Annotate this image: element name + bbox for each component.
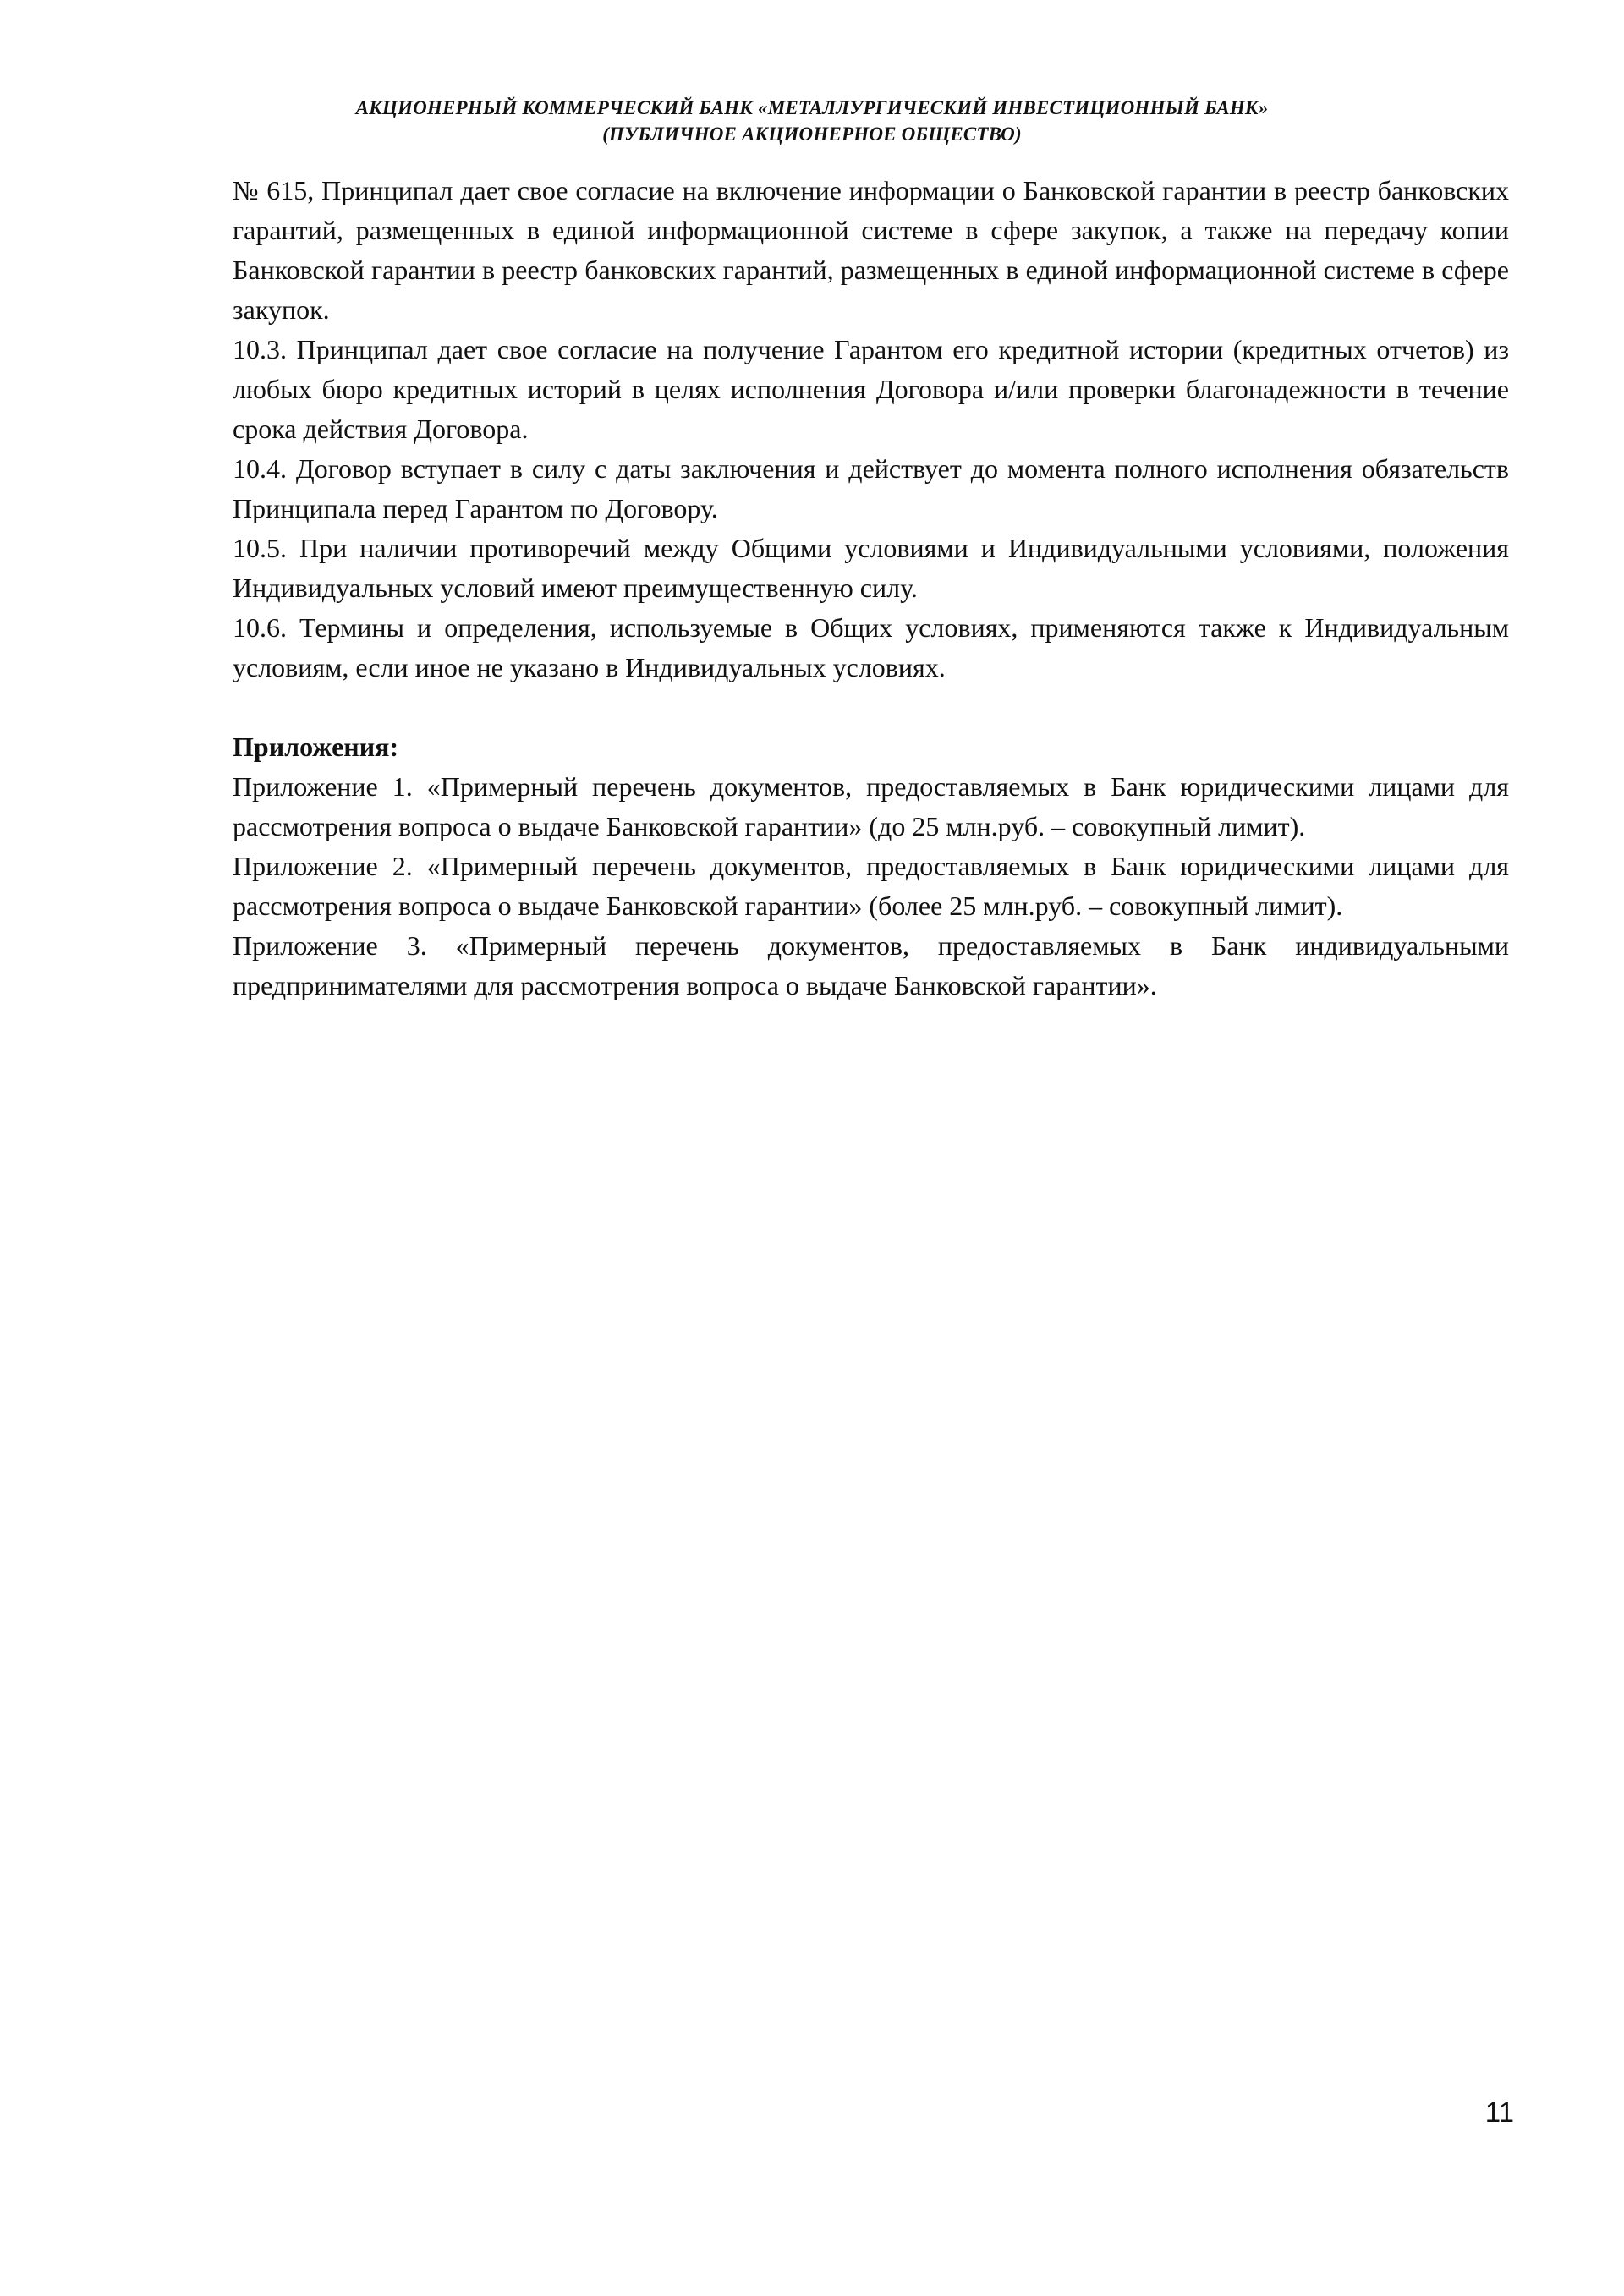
appendix-item-2: Приложение 2. «Примерный перечень документов, предоставляемых в Банк юридическими лицами для рассмотрения вопроса о выдаче Банковской гарантии» (более 25 млн.руб. – совокупный лимит). (233, 851, 1509, 921)
page-number: 11 (1484, 2096, 1514, 2128)
section-spacer (233, 688, 1509, 727)
paragraph-10-6: 10.6. Термины и определения, используемые в Общих условиях, применяются также к Индивидуальным условиям, если иное не указано в Индивидуальных условиях. (233, 612, 1509, 682)
header-bank-form: (ПУБЛИЧНОЕ АКЦИОНЕРНОЕ ОБЩЕСТВО) (602, 123, 1022, 145)
appendices-heading: Приложения: (233, 732, 399, 762)
header-bank-name: АКЦИОНЕРНЫЙ КОММЕРЧЕСКИЙ БАНК «МЕТАЛЛУРГИЧЕСКИЙ ИНВЕСТИЦИОННЫЙ БАНК» (355, 97, 1269, 118)
paragraph-10-3: 10.3. Принципал дает свое согласие на получение Гарантом его кредитной истории (кредитных отчетов) из любых бюро кредитных историй в целях исполнения Договора и/или проверки благонадежности в течение срока действия Договора. (233, 334, 1509, 444)
document-body (233, 171, 1509, 1006)
paragraph-continuation: № 615, Принципал дает свое согласие на включение информации о Банковской гарантии в реестр банковских гарантий, размещенных в единой информационной системе в сфере закупок, а также на передачу копии Банковской гарантии в реестр банковских гарантий, размещенных в единой информационной системе в сфере закупок. (233, 175, 1509, 325)
paragraph-10-5: 10.5. При наличии противоречий между Общими условиями и Индивидуальными условиями, положения Индивидуальных условий имеют преимущественную силу. (233, 533, 1509, 603)
appendix-item-1: Приложение 1. «Примерный перечень документов, предоставляемых в Банк юридическими лицами для рассмотрения вопроса о выдаче Банковской гарантии» (до 25 млн.руб. – совокупный лимит). (233, 771, 1509, 841)
paragraph-10-4: 10.4. Договор вступает в силу с даты заключения и действует до момента полного исполнения обязательств Принципала перед Гарантом по Договору. (233, 453, 1509, 523)
appendix-item-3: Приложение 3. «Примерный перечень документов, предоставляемых в Банк индивидуальными предпринимателями для рассмотрения вопроса о выдаче Банковской гарантии». (233, 930, 1509, 1000)
document-header (0, 95, 1624, 147)
